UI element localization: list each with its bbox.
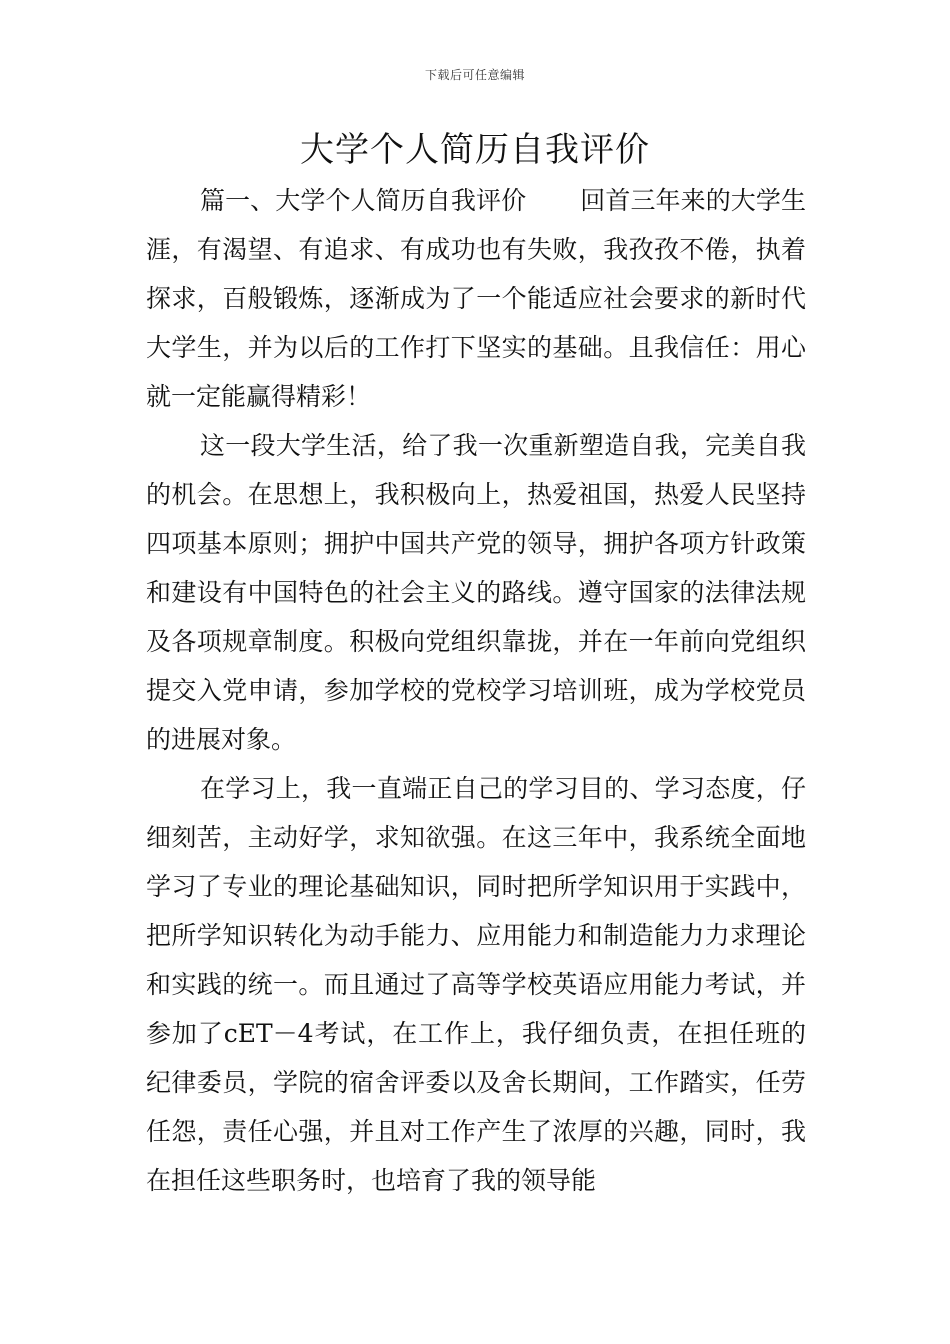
paragraph-1-text: 回首三年来的大学生涯，有渴望、有追求、有成功也有失败，我孜孜不倦，执着探求，百般锻炼，逐渐成为了一个能适应社会要求的新时代大学生，并为以后的工作打下坚实的基础。且我信任：用心就一定能赢得精彩！	[146, 186, 806, 411]
paragraph-1	[146, 176, 806, 421]
paragraph-1-heading: 篇一、大学个人简历自我评价	[200, 186, 527, 215]
paragraph-2: 这一段大学生活，给了我一次重新塑造自我，完美自我的机会。在思想上，我积极向上，热爱祖国，热爱人民坚持四项基本原则；拥护中国共产党的领导，拥护各项方针政策和建设有中国特色的社会主义的路线。遵守国家的法律法规及各项规章制度。积极向党组织靠拢，并在一年前向党组织提交入党申请，参加学校的党校学习培训班，成为学校党员的进展对象。	[146, 431, 806, 754]
page-title: 大学个人简历自我评价	[300, 130, 650, 170]
paragraph-3: 在学习上，我一直端正自己的学习目的、学习态度，仔细刻苦，主动好学，求知欲强。在这三年中，我系统全面地学习了专业的理论基础知识，同时把所学知识用于实践中，把所学知识转化为动手能力、应用能力和制造能力力求理论和实践的统一。而且通过了高等学校英语应用能力考试，并参加了cET－4考试，在工作上，我仔细负责，在担任班的纪律委员，学院的宿舍评委以及舍长期间，工作踏实，任劳任怨，责任心强，并且对工作产生了浓厚的兴趣，同时，我在担任这些职务时，也培育了我的领导能	[146, 774, 806, 1195]
header-note: 下载后可任意编辑	[424, 68, 525, 82]
document-body	[146, 176, 806, 1205]
